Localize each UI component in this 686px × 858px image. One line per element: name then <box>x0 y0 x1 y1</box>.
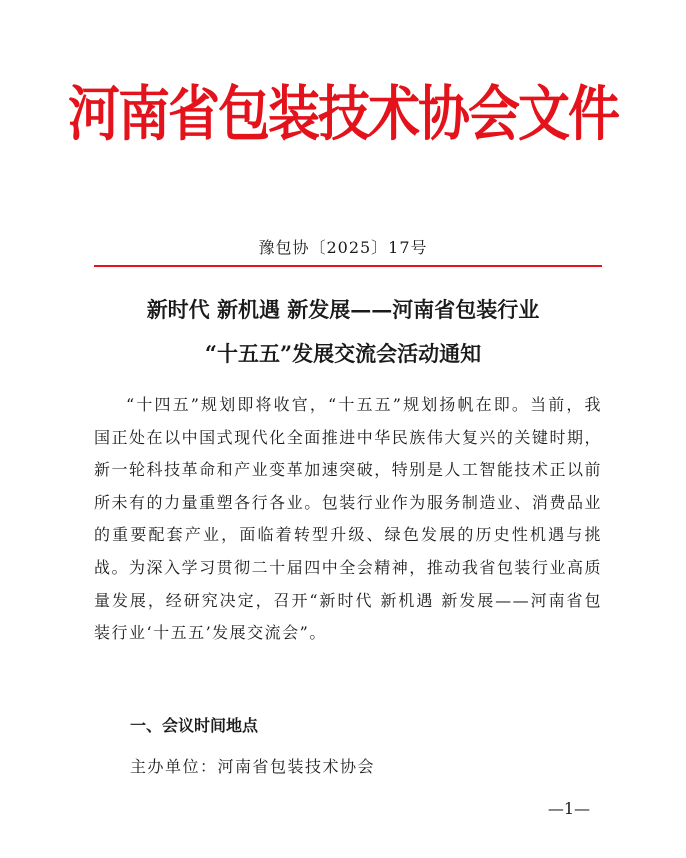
page-number: —1— <box>547 799 590 818</box>
document-number: 豫包协〔2025〕17号 <box>258 238 428 257</box>
section-heading-meeting-time-location: 一、会议时间地点 <box>130 716 259 735</box>
organizer-line: 主办单位：河南省包装技术协会 <box>130 757 376 776</box>
red-divider-line <box>94 265 602 267</box>
notice-title-line-1: 新时代 新机遇 新发展——河南省包装行业 <box>146 297 540 322</box>
body-paragraph: “十四五”规划即将收官，“十五五”规划扬帆在即。当前，我国正处在以中国式现代化全面推进中华民族伟大复兴的关键时期，新一轮科技革命和产业变革加速突破，特别是人工智能技术正以前所未有的力量重塑各行各业。包装行业作为服务制造业、消费品业的重要配套产业，面临着转型升级、绿色发展的历史性机遇与挑战。为深入学习贯彻二十届四中全会精神，推动我省包装行业高质量发展，经研究决定，召开“新时代 新机遇 新发展——河南省包装行业‘十五五’发展交流会”。 <box>94 395 602 643</box>
notice-title-line-2: “十五五”发展交流会活动通知 <box>204 341 482 366</box>
masthead-title: 河南省包装技术协会文件 <box>67 80 618 150</box>
